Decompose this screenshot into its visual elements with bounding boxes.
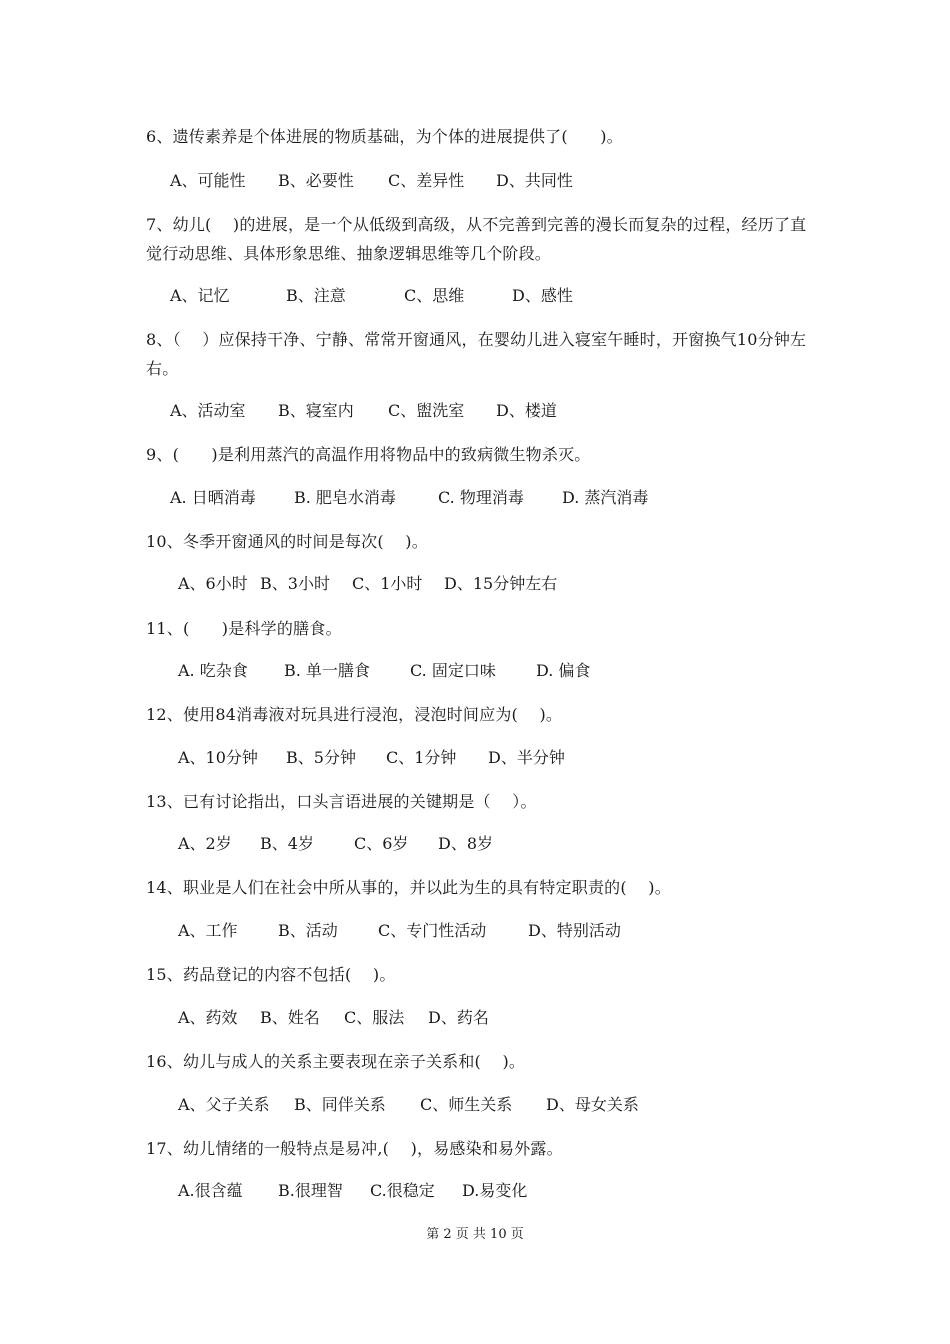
- option-d: D、8岁: [438, 834, 494, 853]
- question-6: 6、遗传素养是个体进展的物质基础，为个体的进展提供了( )。: [146, 127, 623, 146]
- option-a: A、6小时: [178, 574, 248, 593]
- option-a: A、2岁: [178, 834, 232, 853]
- question-9: 9、( )是利用蒸汽的高温作用将物品中的致病微生物杀灭。: [146, 445, 591, 464]
- options-13: [178, 833, 493, 855]
- options-7: [170, 285, 573, 307]
- option-c: C. 固定口味: [410, 661, 496, 680]
- option-a: A. 日晒消毒: [170, 488, 256, 507]
- option-a: A、记忆: [170, 286, 230, 305]
- option-a: A、药效: [178, 1008, 238, 1027]
- question-7: 7、幼儿( )的进展，是一个从低级到高级，从不完善到完善的漫长而复杂的过程，经历了直觉行动思维、具体形象思维、抽象逻辑思维等几个阶段。: [146, 215, 807, 263]
- option-b: B、5分钟: [286, 748, 356, 767]
- option-a: A、父子关系: [178, 1095, 270, 1114]
- option-c: C、服法: [344, 1008, 405, 1027]
- option-b: B. 肥皂水消毒: [294, 488, 396, 507]
- option-b: B、4岁: [260, 834, 314, 853]
- option-b: B、注意: [286, 286, 346, 305]
- option-d: D、母女关系: [546, 1095, 639, 1114]
- question-10: 10、冬季开窗通风的时间是每次( )。: [146, 532, 428, 551]
- option-d: D、共同性: [496, 171, 573, 190]
- question-8: 8、（ ）应保持干净、宁静、常常开窗通风，在婴幼儿进入寝室午睡时，开窗换气10分钟左右。: [146, 330, 807, 378]
- option-b: B、活动: [278, 921, 338, 940]
- option-b: B. 单一膳食: [284, 661, 370, 680]
- question-15: 15、药品登记的内容不包括( )。: [146, 965, 396, 984]
- options-8: [170, 400, 557, 422]
- question-11: 11、( )是科学的膳食。: [146, 619, 342, 638]
- option-a: A、10分钟: [178, 748, 258, 767]
- option-d: D. 偏食: [536, 661, 591, 680]
- question-17: 17、幼儿情绪的一般特点是易冲,( )，易感染和易外露。: [146, 1139, 563, 1158]
- option-d: D、楼道: [496, 401, 557, 420]
- option-a: A、可能性: [170, 171, 246, 190]
- option-b: B、必要性: [278, 171, 354, 190]
- question-13: 13、已有讨论指出，口头言语进展的关键期是（ ）。: [146, 792, 537, 811]
- option-c: C、1分钟: [386, 748, 457, 767]
- options-15: [178, 1007, 489, 1029]
- option-b: B、3小时: [260, 574, 330, 593]
- page-number-footer: 第 2 页 共 10 页: [426, 1227, 524, 1242]
- options-10: [178, 573, 557, 595]
- option-c: C. 物理消毒: [438, 488, 524, 507]
- option-b: B、寝室内: [278, 401, 354, 420]
- option-c: C、盥洗室: [388, 401, 465, 420]
- option-d: D.易变化: [462, 1181, 528, 1200]
- option-c: C、差异性: [388, 171, 465, 190]
- option-d: D、15分钟左右: [444, 574, 558, 593]
- option-d: D、药名: [428, 1008, 489, 1027]
- options-12: [178, 747, 565, 769]
- option-c: C、6岁: [354, 834, 409, 853]
- option-a: A、工作: [178, 921, 238, 940]
- option-a: A. 吃杂食: [178, 661, 248, 680]
- options-11: [178, 660, 590, 682]
- question-14: 14、职业是人们在社会中所从事的，并以此为生的具有特定职责的( )。: [146, 878, 671, 897]
- option-d: D、特别活动: [528, 921, 621, 940]
- options-17: [178, 1180, 527, 1202]
- option-c: C、专门性活动: [378, 921, 487, 940]
- options-14: [178, 920, 621, 942]
- option-c: C、1小时: [352, 574, 423, 593]
- option-c: C、师生关系: [420, 1095, 513, 1114]
- option-d: D、感性: [512, 286, 573, 305]
- option-a: A.很含蕴: [178, 1181, 243, 1200]
- option-b: B、姓名: [260, 1008, 320, 1027]
- option-c: C、思维: [404, 286, 465, 305]
- options-16: [178, 1094, 639, 1116]
- option-b: B、同伴关系: [294, 1095, 386, 1114]
- option-c: C.很稳定: [370, 1181, 435, 1200]
- question-16: 16、幼儿与成人的关系主要表现在亲子关系和( )。: [146, 1052, 526, 1071]
- option-a: A、活动室: [170, 401, 246, 420]
- options-6: [170, 170, 573, 192]
- options-9: [170, 487, 648, 509]
- option-d: D、半分钟: [488, 748, 565, 767]
- option-d: D. 蒸汽消毒: [562, 488, 649, 507]
- question-12: 12、使用84消毒液对玩具进行浸泡，浸泡时间应为( )。: [146, 705, 563, 724]
- option-b: B.很理智: [278, 1181, 343, 1200]
